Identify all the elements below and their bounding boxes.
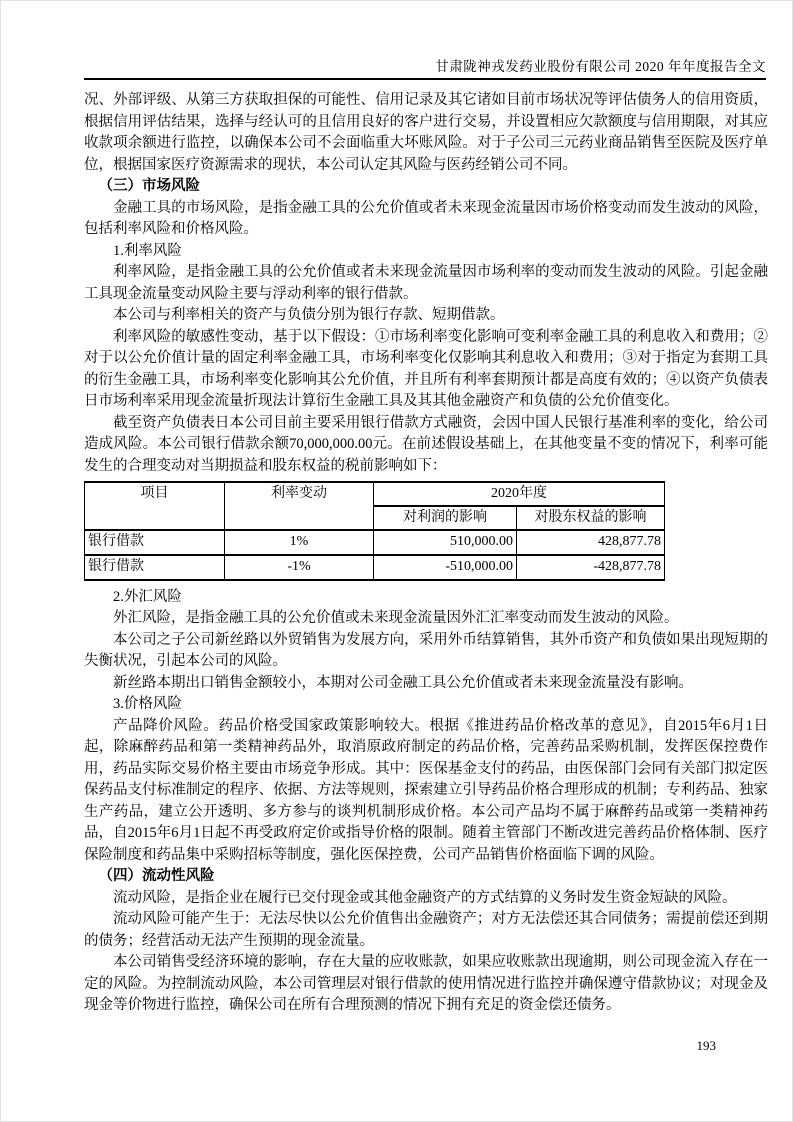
heading-liquidity-risk: （四）流动性风险 <box>98 868 215 884</box>
column-header-item: 项目 <box>85 482 225 530</box>
cell-rate-change: 1% <box>225 530 374 555</box>
cell-profit-impact: -510,000.00 <box>374 555 517 580</box>
column-header-year-2020: 2020年度 <box>374 482 665 506</box>
column-header-rate-change: 利率变动 <box>225 482 374 530</box>
subheading-price-risk: 3.价格风险 <box>113 696 182 712</box>
paragraph-market-risk-definition: 金融工具的市场风险，是指金融工具的公允价值或者未来现金流量因市场价格变动而发生波动的风险，包括利率风险和价格风险。 <box>84 199 768 237</box>
subheading-forex-risk: 2.外汇风险 <box>113 588 182 605</box>
paragraph-forex-new-silk-road: 本公司之子公司新丝路以外贸销售为发展方向，采用外币结算销售，其外币资产和负债如果出现短期的失衡状况，引起本公司的风险。 <box>84 631 768 669</box>
paragraph-liquidity-management: 本公司销售受经济环境的影响，存在大量的应收账款，如果应收账款出现逾期，则公司现金流入存在一定的风险。为控制流动风险，本公司管理层对银行借款的使用情况进行监控并确保遵守借款协议；对现金及现金等价物进行监控，确保公司在所有合理预测的情况下拥有充足的资金偿还债务。 <box>84 954 768 1013</box>
paragraph-credit-risk-continuation: 况、外部评级、从第三方获取担保的可能性、信用记录及其它诸如目前市场状况等评估债务人的信用资质，根据信用评估结果，选择与经认可的且信用良好的客户进行交易，并设置相应欠款额度与信用期限，对其应收款项余额进行监控，以确保本公司不会面临重大坏账风险。对于子公司三元药业商品销售至医院及医疗单位，根据国家医疗资源需求的现状，本公司认定其风险与医药经销公司不同。 <box>84 92 768 173</box>
cell-item: 银行借款 <box>85 530 225 555</box>
paragraph-liquidity-sources: 流动风险可能产生于：无法尽快以公允价值售出金融资产；对方无法偿还其合同债务；需提前偿还到期的债务；经营活动无法产生预期的现金流量。 <box>84 911 768 949</box>
paragraph-liquidity-definition: 流动风险，是指企业在履行已交付现金或其他金融资产的方式结算的义务时发生资金短缺的风险。 <box>113 889 737 906</box>
cell-equity-impact: -428,877.78 <box>517 555 665 580</box>
cell-equity-impact: 428,877.78 <box>517 530 665 555</box>
column-header-equity-impact: 对股东权益的影响 <box>517 506 665 530</box>
paragraph-interest-related-assets: 本公司与利率相关的资产与负债分别为银行存款、短期借款。 <box>113 307 505 323</box>
cell-profit-impact: 510,000.00 <box>374 530 517 555</box>
cell-rate-change: -1% <box>225 555 374 580</box>
cell-item: 银行借款 <box>85 555 225 580</box>
paragraph-interest-risk-definition: 利率风险，是指金融工具的公允价值或者未来现金流量因市场利率的变动而发生波动的风险。引起金融工具现金流量变动风险主要与浮动利率的银行借款。 <box>84 264 768 302</box>
report-header-title: 甘肃陇神戎发药业股份有限公司 2020 年年度报告全文 <box>435 59 766 74</box>
interest-rate-sensitivity-table <box>84 481 665 581</box>
paragraph-forex-definition: 外汇风险，是指金融工具的公允价值或未来现金流量因外汇汇率变动而发生波动的风险。 <box>113 610 679 626</box>
column-header-profit-impact: 对利润的影响 <box>374 506 517 530</box>
subheading-interest-rate-risk: 1.利率风险 <box>113 242 182 259</box>
table-row-bank-loan-minus1 <box>85 555 665 580</box>
table-row-bank-loan-plus1 <box>85 530 665 555</box>
table-header-row-1 <box>85 482 665 506</box>
header-divider <box>84 78 766 80</box>
paragraph-interest-sensitivity-assumptions: 利率风险的敏感性变动，基于以下假设：①市场利率变化影响可变利率金融工具的利息收入和费用；②对于以公允价值计量的固定利率金融工具，市场利率变化仅影响其利息收入和费用；③对于指定为套期工具的衍生金融工具，市场利率变化影响其公允价值，并且所有利率套期预计都是高度有效的；④以资产负债表日市场利率采用现金流量折现法计算衍生金融工具及其其他金融资产和负债的公允价值变化。 <box>84 328 768 409</box>
page-number: 193 <box>696 1038 716 1053</box>
paragraph-interest-balance-sheet-date: 截至资产负债表日本公司目前主要采用银行借款方式融资，会因中国人民银行基准利率的变化，给公司造成风险。本公司银行借款余额70,000,000.00元。在前述假设基础上，在其他变量不变的情况下，利率可能发生的合理变动对当期损益和股东权益的税前影响如下： <box>84 414 768 474</box>
paragraph-price-risk: 产品降价风险。药品价格受国家政策影响较大。根据《推进药品价格改革的意见》，自2015年6月1日起，除麻醉药品和第一类精神药品外，取消原政府制定的药品价格，完善药品采购机制，发挥医保控费作用，药品实际交易价格主要由市场竞争形成。其中：医保基金支付的药品，由医保部门会同有关部门拟定医保药品支付标准制定的程序、依据、方法等规则，探索建立引导药品价格合理形成的机制；专利药品、独家生产药品，建立公开透明、多方参与的谈判机制形成价格。本公司产品均不属于麻醉药品或第一类精神药品，自2015年6月1日起不再受政府定价或指导价格的限制。随着主管部门不断改进完善药品价格体制、医疗保险制度和药品集中采购招标等制度，强化医保控费，公司产品销售价格面临下调的风险。 <box>84 717 768 863</box>
heading-market-risk: （三）市场风险 <box>98 178 200 194</box>
page-content <box>84 90 768 1017</box>
paragraph-forex-impact: 新丝路本期出口销售金额较小，本期对公司金融工具公允价值或者未来现金流量没有影响。 <box>113 674 693 691</box>
